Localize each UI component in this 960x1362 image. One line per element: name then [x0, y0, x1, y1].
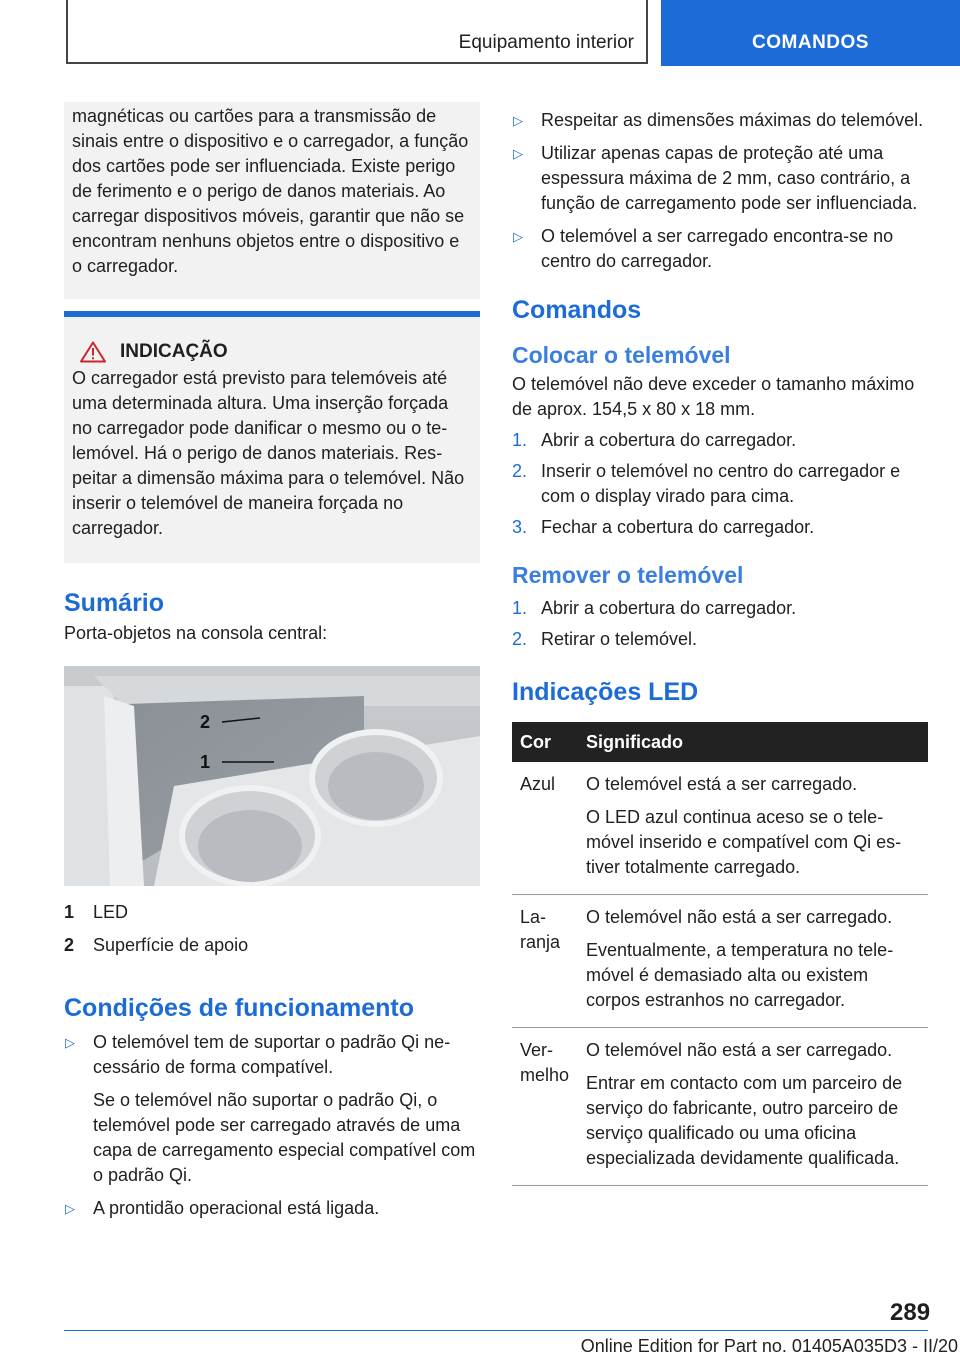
list-item-text: O telemóvel tem de suportar o padrão Qi necessário de forma compatível.: [93, 1032, 451, 1077]
list-item: [64, 1196, 480, 1221]
step-text: Fechar a cobertura do carregador.: [541, 517, 815, 537]
callout-1: 1: [200, 752, 211, 772]
table-header-color: Cor: [512, 722, 578, 762]
step-text: Inserir o telemóvel no centro do carregador e com o display virado para cima.: [541, 461, 901, 506]
step-text: Abrir a cobertura do carregador.: [541, 430, 797, 450]
list-item-text: Respeitar as dimensões máximas do telemóvel.: [541, 110, 924, 130]
page-number: 289: [890, 1299, 931, 1326]
step-item: [512, 428, 928, 453]
legend-number: 2: [64, 935, 75, 955]
list-item-subtext: Se o telemóvel não suportar o padrão Qi, o telemóvel pode ser carregado através de uma capa de carregamento especial compatível com o padrão Qi.: [93, 1090, 476, 1185]
right-column: [512, 102, 928, 1186]
footer-divider: [64, 1330, 928, 1331]
table-header-row: [512, 722, 928, 762]
remove-phone-heading: Remover o telemóvel: [512, 562, 744, 588]
notice-header: [72, 339, 472, 364]
step-number: 1.: [512, 430, 528, 450]
legend-number: 1: [64, 902, 75, 922]
place-phone-intro: O telemóvel não deve exceder o tamanho máximo de aprox. 154,5 x 80 x 18 mm.: [512, 374, 915, 419]
led-meaning-cell: [578, 895, 928, 1028]
remove-phone-steps: [512, 596, 928, 652]
place-phone-steps: [512, 428, 928, 540]
conditions-list: [64, 1030, 480, 1221]
step-number: 1.: [512, 598, 528, 618]
table-header-meaning: Significado: [578, 722, 928, 762]
led-table: [512, 722, 928, 1186]
left-column: [64, 102, 480, 1221]
led-meaning-main: O telemóvel não está a ser carregado.: [586, 907, 893, 927]
step-item: [512, 459, 928, 509]
controls-heading: Comandos: [512, 296, 642, 324]
step-text: Retirar o telemóvel.: [541, 629, 698, 649]
led-meaning-main: O telemóvel está a ser carregado.: [586, 774, 858, 794]
list-item-text: O telemóvel a ser carregado encontra-se no centro do carregador.: [541, 226, 894, 271]
table-row: [512, 1028, 928, 1186]
callout-2: 2: [200, 712, 211, 732]
led-heading: Indicações LED: [512, 678, 699, 706]
step-number: 2.: [512, 461, 528, 481]
triangle-bullet-icon: ▷: [65, 1035, 75, 1050]
list-item: [64, 1030, 480, 1188]
summary-heading: Sumário: [64, 589, 165, 617]
header-chapter-tab: [661, 0, 960, 66]
table-row: [512, 895, 928, 1028]
header-chapter-title: COMANDOS: [752, 32, 869, 53]
table-row: [512, 762, 928, 895]
step-item: [512, 515, 928, 540]
list-item-text: A prontidão operacional está ligada.: [93, 1198, 380, 1218]
summary-intro: Porta-objetos na consola central:: [64, 623, 328, 643]
list-item-text: Utilizar apenas capas de proteção até uma espessura máxima de 2 mm, caso contrário, a função de carregamento pode ser influenciada.: [541, 143, 918, 213]
requirements-list: [512, 108, 928, 274]
notice-title: INDICAÇÃO: [120, 341, 228, 362]
figure-legend: [64, 896, 480, 962]
led-meaning-detail: Eventualmente, a temperatura no telemóvel é demasiado alta ou existem corpos estranhos no carregador.: [586, 940, 894, 1010]
led-color-cell: Azul: [512, 762, 578, 895]
step-text: Abrir a cobertura do carregador.: [541, 598, 797, 618]
warning-box-continued: [64, 102, 480, 299]
triangle-bullet-icon: ▷: [513, 113, 523, 128]
led-meaning-cell: [578, 762, 928, 895]
console-illustration: [64, 666, 480, 886]
legend-item: [64, 896, 480, 929]
led-color-cell: Vermelho: [512, 1028, 578, 1186]
notice-box: [64, 311, 480, 563]
led-meaning-detail: O LED azul continua aceso se o telemóvel inserido e compatível com Qi estiver totalmente carregado.: [586, 807, 902, 877]
footer-edition: Online Edition for Part no. 01405A035D3 - II/20: [580, 1336, 958, 1356]
led-color-cell: Laranja: [512, 895, 578, 1028]
console-storage-figure: [64, 666, 480, 886]
list-item: [512, 224, 928, 274]
step-number: 2.: [512, 629, 528, 649]
notice-text: O carregador está previsto para telemóveis até uma determinada altura. Uma inserção forçada no carregador pode danificar o mesmo ou o telemóvel. Há o perigo de danos materiais. Respeitar a dimensão máxima para o telemóvel. Não inserir o telemóvel de maneira forçada no carregador.: [72, 368, 465, 538]
step-number: 3.: [512, 517, 528, 537]
step-item: [512, 627, 928, 652]
led-meaning-main: O telemóvel não está a ser carregado.: [586, 1040, 893, 1060]
legend-item: [64, 929, 480, 962]
header-section-title: Equipamento interior: [458, 32, 634, 53]
warning-continued-text: magnéticas ou cartões para a transmissão de sinais entre o dispositivo e o carregador, a função dos cartões pode ser influenciada. Existe perigo de ferimento e o perigo de danos materiais. Ao carregar dispositivos móveis, garantir que não se encontram nenhuns objetos entre o dispositivo e o carregador.: [72, 106, 469, 276]
list-item: [512, 108, 928, 133]
led-meaning-cell: [578, 1028, 928, 1186]
step-item: [512, 596, 928, 621]
conditions-heading: Condições de funcionamento: [64, 994, 415, 1022]
header-section-tab: [66, 0, 648, 64]
triangle-bullet-icon: ▷: [513, 229, 523, 244]
warning-triangle-icon: [80, 341, 106, 363]
triangle-bullet-icon: ▷: [513, 146, 523, 161]
legend-label: Superfície de apoio: [93, 935, 249, 955]
led-meaning-detail: Entrar em contacto com um parceiro de serviço do fabricante, outro parceiro de serviço qualificado ou uma oficina especializada devidamente qualificada.: [586, 1073, 903, 1168]
list-item: [512, 141, 928, 216]
legend-label: LED: [93, 902, 129, 922]
place-phone-heading: Colocar o telemóvel: [512, 342, 731, 368]
triangle-bullet-icon: ▷: [65, 1201, 75, 1216]
